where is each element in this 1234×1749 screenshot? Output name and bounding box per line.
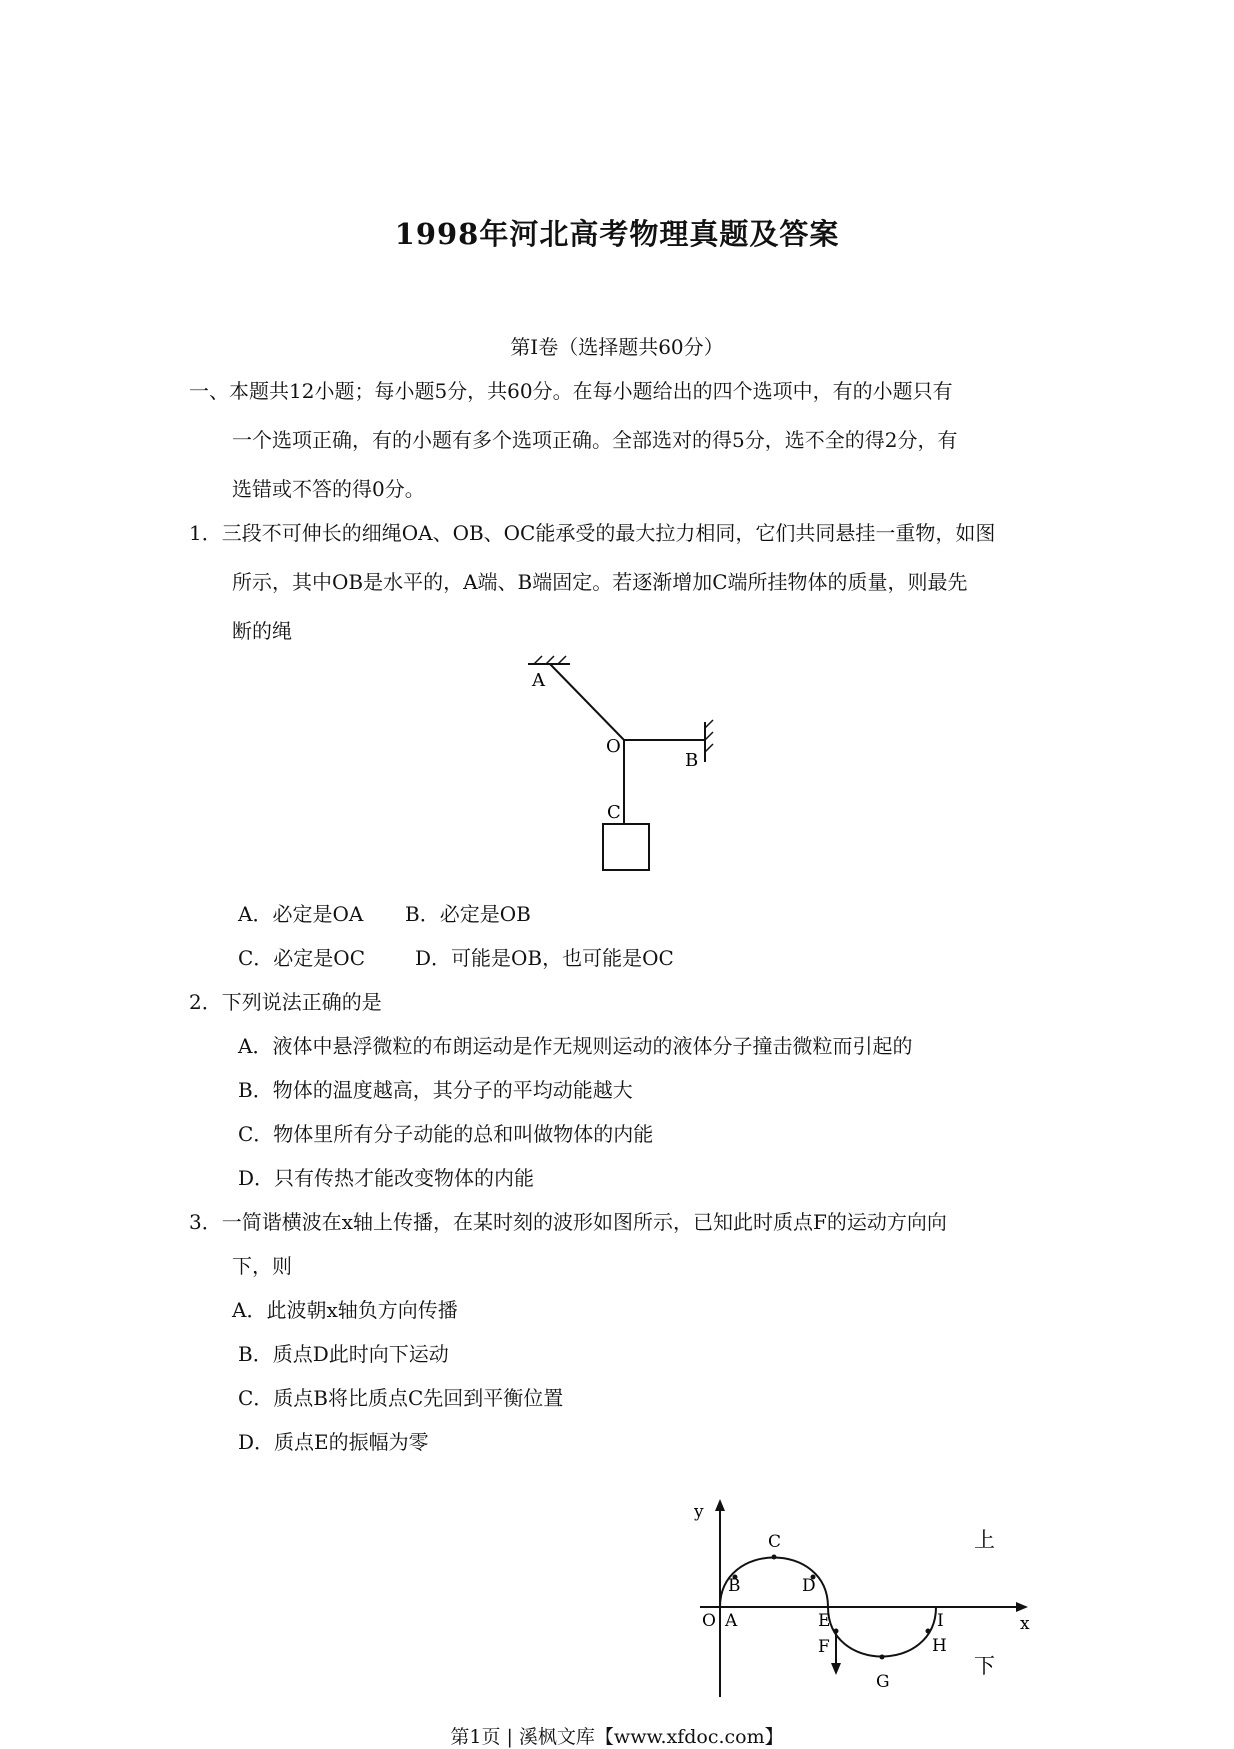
label-c: C [607,802,621,823]
instructions-line-1: 一、本题共12小题；每小题5分，共60分。在每小题给出的四个选项中，有的小题只有 [189,379,953,403]
page-footer: 第1页 | 溪枫文库【www.xfdoc.com】 [450,1726,784,1748]
instructions-line-3: 选错或不答的得0分。 [232,477,425,501]
label-b: B [685,750,699,771]
label-e: E [818,1611,831,1631]
q1-option-b: B．必定是OB [405,902,531,926]
q2-stem: 2．下列说法正确的是 [189,990,382,1014]
axis-y-label: y [694,1502,704,1522]
q1-stem-line-1: 1．三段不可伸长的细绳OA、OB、OC能承受的最大拉力相同，它们共同悬挂一重物，如图 [189,521,996,545]
q1-stem-line-3: 断的绳 [232,619,292,643]
q3-option-a: A．此波朝x轴负方向传播 [232,1298,458,1322]
q1-option-c: C．必定是OC [238,946,366,970]
label-o: O [606,736,621,757]
label-c: C [768,1532,782,1552]
q2-option-d: D．只有传热才能改变物体的内能 [238,1166,535,1190]
label-a: A [532,670,545,691]
label-f: F [818,1637,830,1657]
label-down: 下 [974,1654,995,1678]
q3-option-b: B．质点D此时向下运动 [238,1342,449,1366]
q1-rope-diagram [510,648,730,878]
q1-option-a: A．必定是OA [238,902,364,926]
label-h: H [932,1636,947,1656]
label-b: B [728,1576,741,1596]
axis-x-label: x [1020,1614,1030,1634]
q3-stem-line-1: 3．一简谐横波在x轴上传播，在某时刻的波形如图所示，已知此时质点F的运动方向向 [189,1210,947,1234]
label-i: I [937,1611,944,1631]
label-up: 上 [974,1528,995,1552]
volume-heading: 第Ⅰ卷（选择题共60分） [510,335,724,359]
label-g: G [876,1672,890,1692]
q3-option-d: D．质点E的振幅为零 [238,1430,429,1454]
page-title: 1998年河北高考物理真题及答案 [394,217,840,251]
q3-wave-diagram [690,1495,1040,1705]
instructions-line-2: 一个选项正确，有的小题有多个选项正确。全部选对的得5分，选不全的得2分，有 [232,428,958,452]
q2-option-b: B．物体的温度越高，其分子的平均动能越大 [238,1078,633,1102]
q2-option-c: C．物体里所有分子动能的总和叫做物体的内能 [238,1122,654,1146]
q3-stem-line-2: 下，则 [232,1254,292,1278]
q2-option-a: A．液体中悬浮微粒的布朗运动是作无规则运动的液体分子撞击微粒而引起的 [238,1034,913,1058]
q1-stem-line-2: 所示，其中OB是水平的，A端、B端固定。若逐渐增加C端所挂物体的质量，则最先 [232,570,968,594]
label-d: D [802,1576,816,1596]
label-origin: O [702,1611,716,1631]
label-a: A [725,1611,738,1631]
q1-option-d: D．可能是OB，也可能是OC [415,946,674,970]
q3-option-c: C．质点B将比质点C先回到平衡位置 [238,1386,564,1410]
